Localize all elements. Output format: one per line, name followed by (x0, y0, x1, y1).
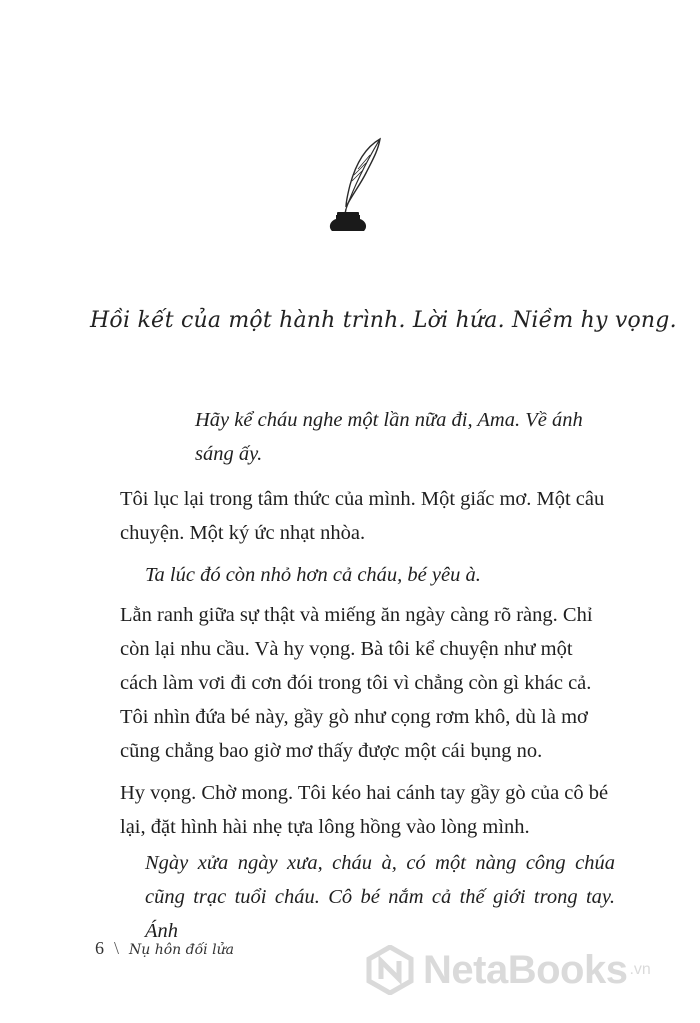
watermark-text: NetaBooks (423, 947, 628, 992)
page-footer (95, 938, 234, 959)
paragraph-4: Lằn ranh giữa sự thật và miếng ăn ngày càng rõ ràng. Chỉ còn lại nhu cầu. Và hy vọng. Bà tôi kể chuyện như một cách làm vơi đi cơn đói trong tôi vì chẳng còn gì khác cả. Tôi nhìn đứa bé này, gầy gò như cọng rơm khô, dù là mơ cũng chẳng bao giờ mơ thấy được một cái bụng no. (120, 604, 593, 762)
paragraph-1: Hãy kể cháu nghe một lần nữa đi, Ama. Về ánh sáng ấy. (195, 409, 583, 465)
paragraph-2: Tôi lục lại trong tâm thức của mình. Một giấc mơ. Một câu chuyện. Một ký ức nhạt nhòa. (120, 488, 605, 544)
watermark (365, 945, 651, 995)
netabooks-logo-icon (365, 945, 415, 995)
footer-separator: \ (114, 938, 120, 958)
paragraph-3: Ta lúc đó còn nhỏ hơn cả cháu, bé yêu à. (145, 564, 481, 586)
paragraph-6: Ngày xửa ngày xưa, cháu à, có một nàng công chúa cũng trạc tuổi cháu. Cô bé nắm cả thế giới trong tay. Ánh (145, 852, 615, 942)
chapter-tagline: Hồi kết của một hành trình. Lời hứa. Niềm hy vọng. (90, 308, 677, 333)
paragraph-5: Hy vọng. Chờ mong. Tôi kéo hai cánh tay gầy gò của cô bé lại, đặt hình hài nhẹ tựa lông hồng vào lòng mình. (120, 782, 609, 838)
watermark-suffix: .vn (629, 961, 651, 978)
page-number: 6 (95, 938, 104, 958)
book-title: Nụ hôn đối lửa (129, 942, 234, 958)
quill-inkwell-icon (322, 133, 388, 233)
